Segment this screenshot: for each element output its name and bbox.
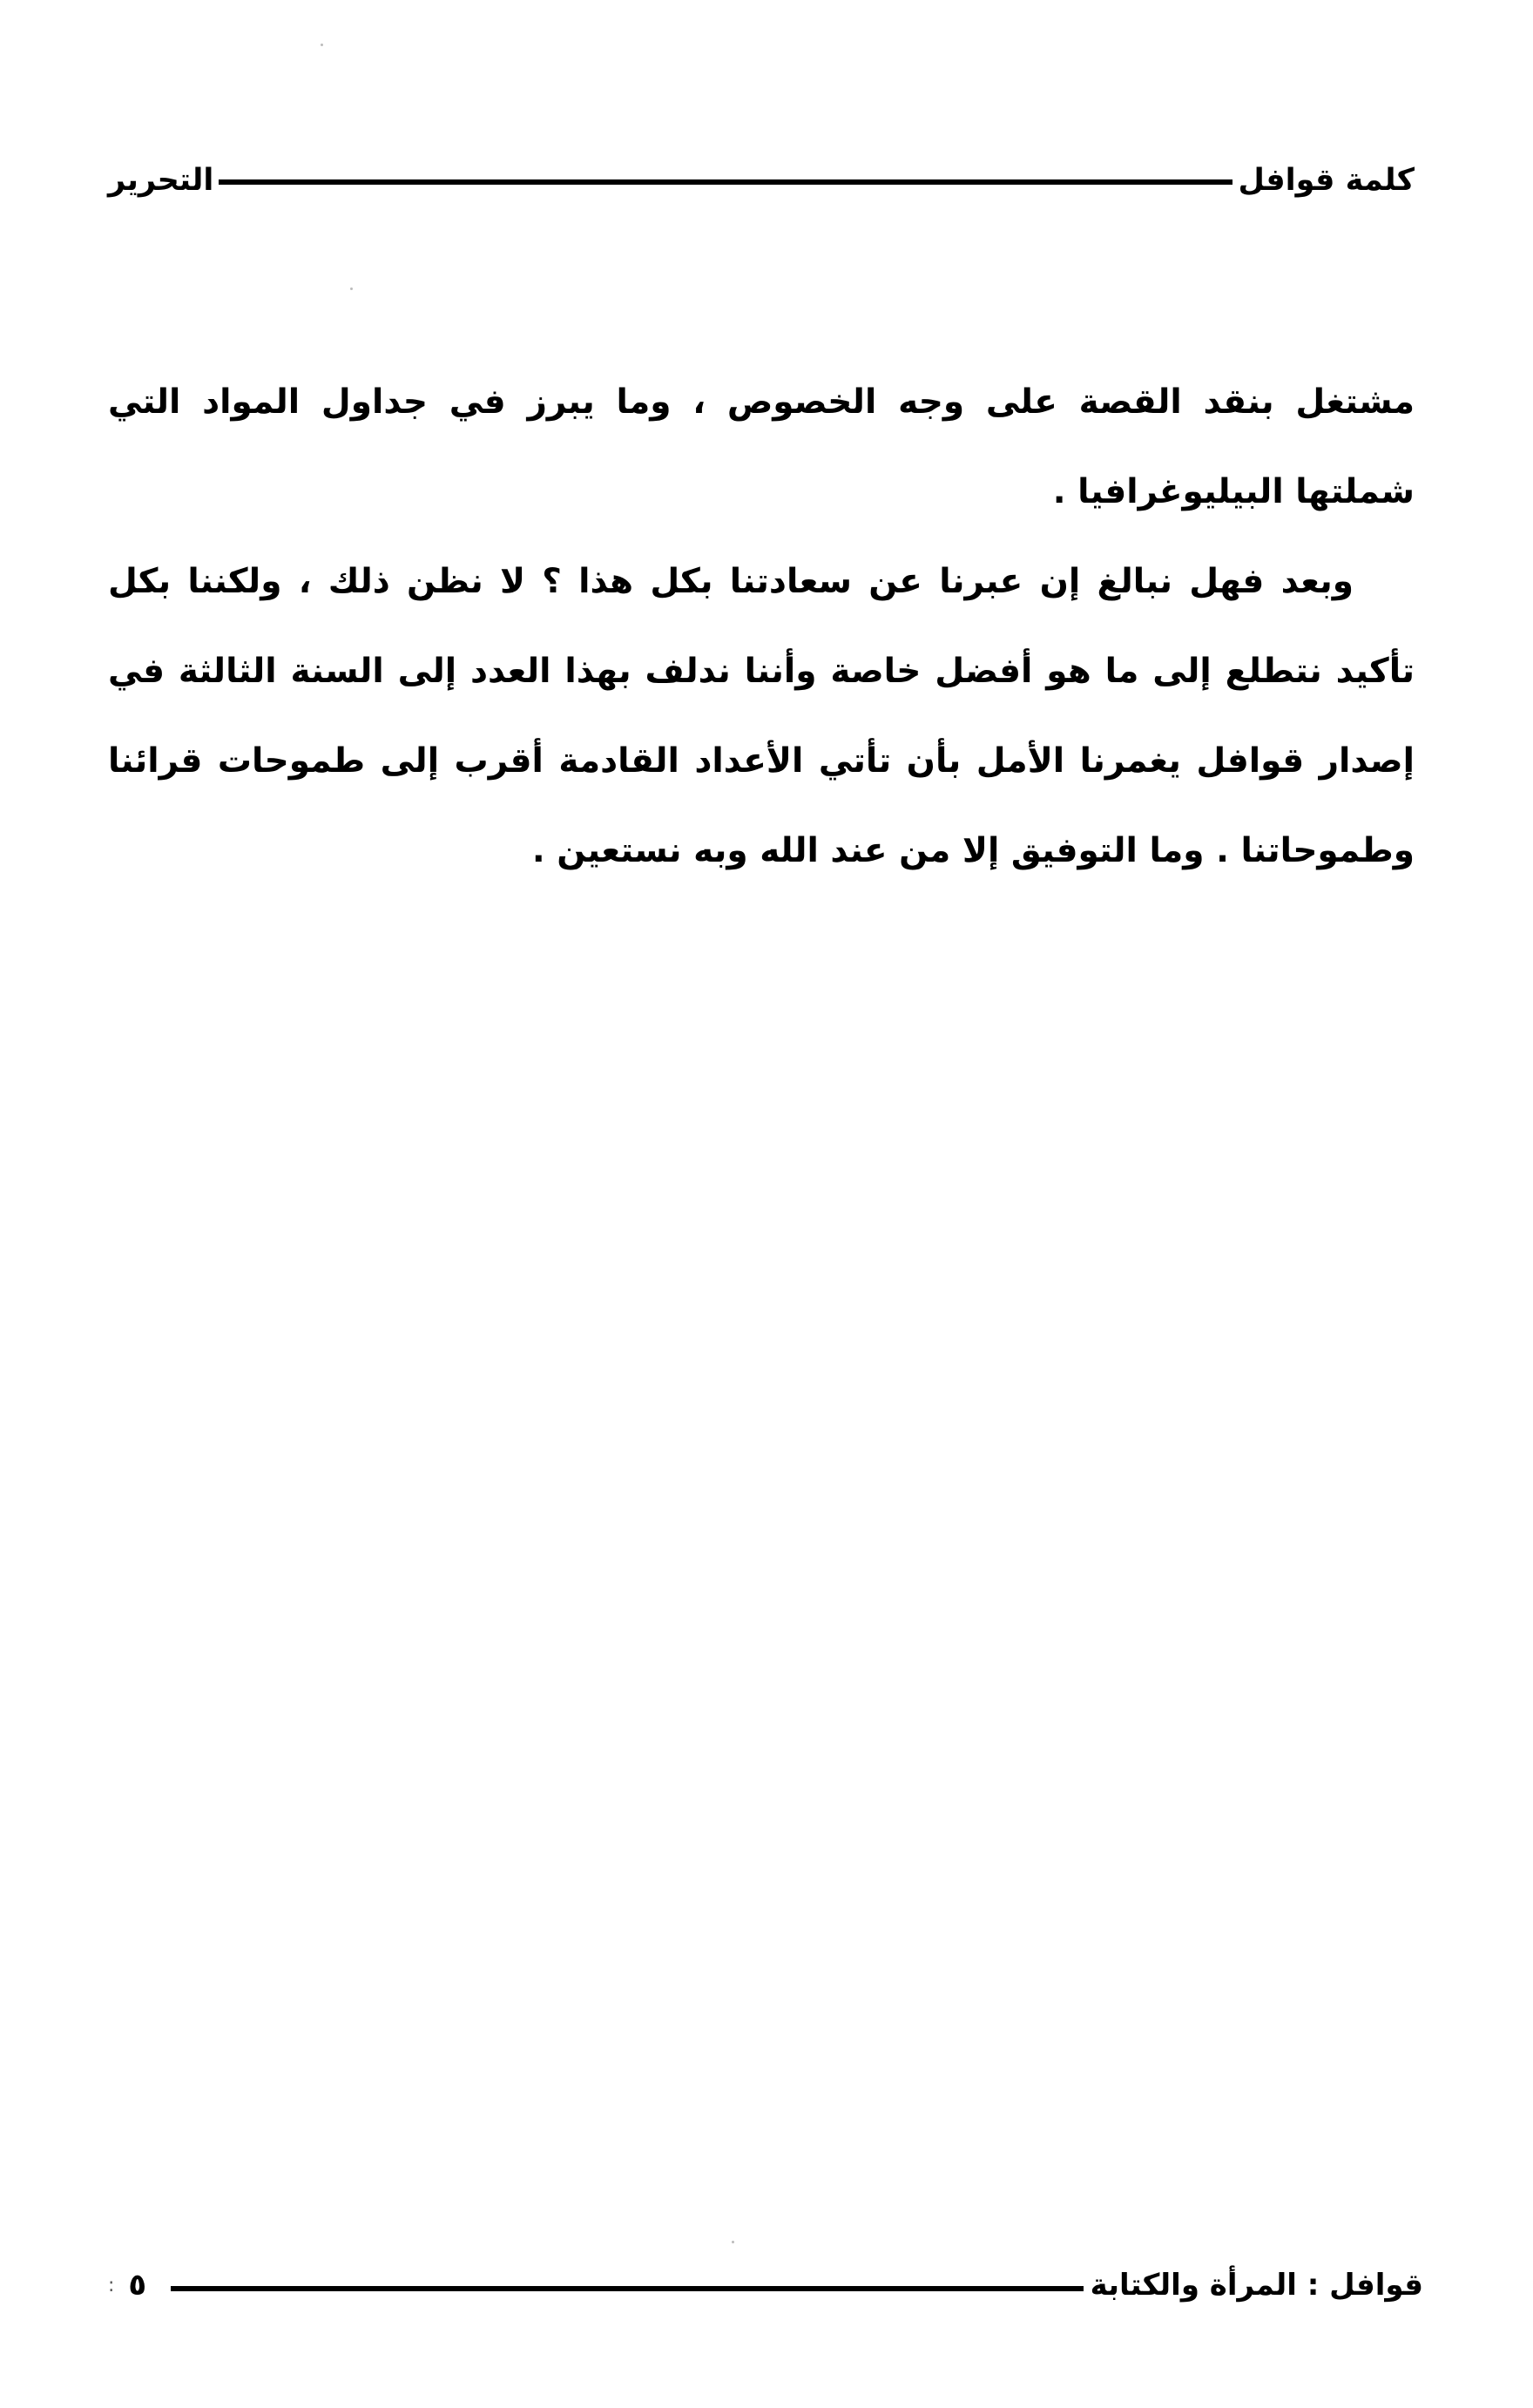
article-body <box>108 357 1415 896</box>
page-number: ٥ <box>128 2268 147 2303</box>
scan-speck <box>350 287 353 290</box>
footer-mark: : <box>108 2274 115 2296</box>
paragraph: مشتغل بنقد القصة على وجه الخصوص ، وما يبرز في جداول المواد التي شملتها البيليوغرافيا . <box>108 382 1415 511</box>
scan-speck <box>321 44 323 46</box>
journal-issue-title: قوافل : المرأة والكتابة <box>1090 2268 1423 2303</box>
header-rule <box>219 179 1232 185</box>
journal-name: قوافل <box>1196 741 1305 781</box>
paragraph-text: يغمرنا الأمل بأن تأتي الأعداد القادمة أقرب إلى طموحات قرائنا وطموحاتنا . وما التوفيق إلا من عند الله وبه نستعين . <box>108 741 1415 870</box>
footer-rule <box>171 2286 1083 2291</box>
scan-speck <box>732 2241 734 2243</box>
page-footer <box>108 2255 1423 2316</box>
paragraph-text: وبعد فهل نبالغ إن عبرنا عن سعادتنا بكل هذا ؟ لا نظن ذلك ، ولكننا بكل تأكيد نتطلع إلى ما هو أفضل خاصة وأننا ندلف بهذا العدد إلى السنة الثالثة في إصدار <box>108 562 1415 781</box>
page-header <box>108 150 1415 211</box>
section-title: كلمة قوافل <box>1238 163 1415 198</box>
paragraph <box>108 537 1415 896</box>
section-author: التحرير <box>108 163 214 198</box>
